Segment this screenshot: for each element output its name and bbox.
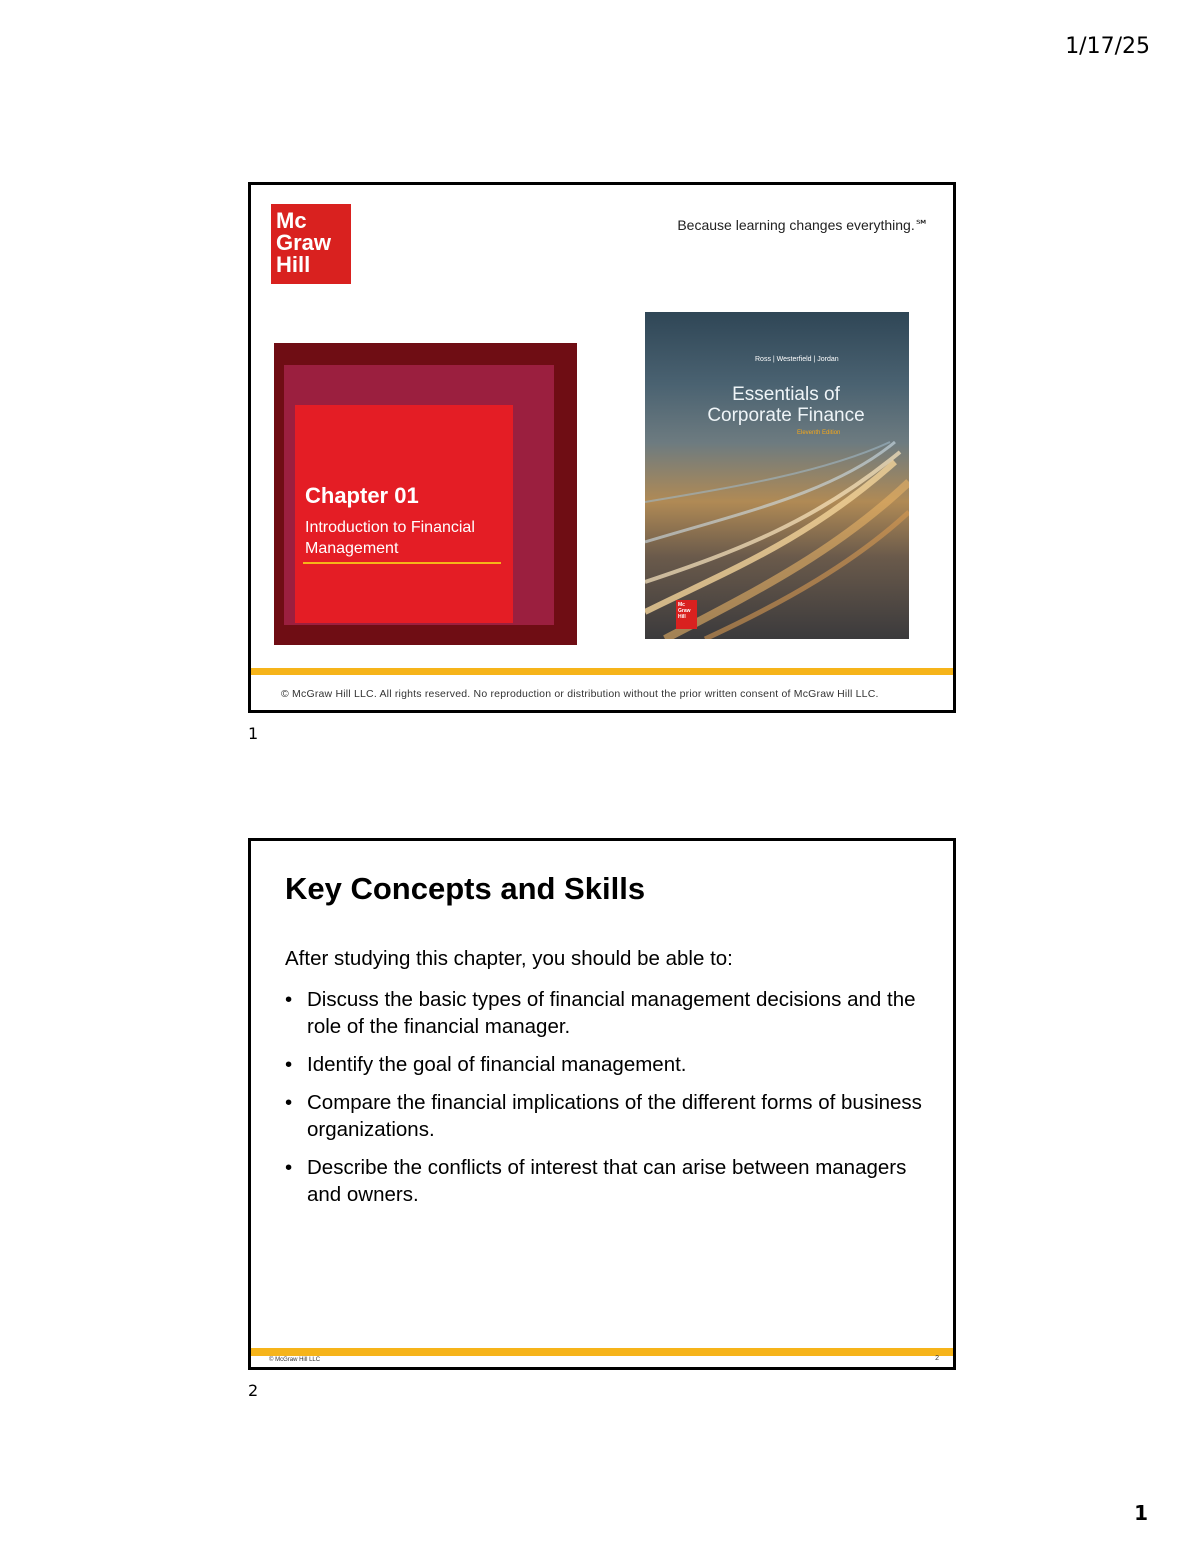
slide-footer-number: 2: [935, 1355, 939, 1362]
tagline: Because learning changes everything.℠: [677, 217, 929, 233]
list-item-text: Compare the financial implications of the different forms of business organizations.: [307, 1091, 922, 1141]
logo-line: Mc: [276, 208, 307, 233]
page-date: 1/17/25: [1065, 34, 1150, 59]
book-publisher-logo: Mc Graw Hill: [676, 600, 697, 629]
slide-1: [248, 182, 956, 713]
book-edition: Eleventh Edition: [797, 430, 841, 436]
mcgraw-hill-logo: [271, 204, 351, 284]
footer-bar: [251, 668, 953, 675]
chapter-underline: [303, 562, 501, 564]
chapter-frame-middle: [284, 365, 554, 625]
book-title: [681, 384, 891, 426]
logo-line: Hill: [276, 252, 311, 277]
book-title-line: Essentials of: [732, 384, 840, 405]
chapter-title: Chapter 01: [305, 483, 419, 508]
footer-bar: [251, 1348, 953, 1356]
list-item-text: Discuss the basic types of financial management decisions and the role of the financial manager.: [307, 988, 916, 1038]
bullet-icon: •: [285, 1091, 293, 1114]
book-authors: Ross | Westerfield | Jordan: [755, 356, 839, 363]
list-item: [285, 1154, 935, 1208]
page-number: 1: [1134, 1501, 1148, 1525]
chapter-subtitle: Introduction to Financial Management: [305, 519, 475, 557]
bullet-icon: •: [285, 1053, 293, 1076]
slide-intro: After studying this chapter, you should be able to:: [285, 947, 733, 970]
list-item: [285, 986, 935, 1040]
list-item-text: Describe the conflicts of interest that can arise between managers and owners.: [307, 1156, 907, 1206]
slide-2: [248, 838, 956, 1370]
learning-objectives-list: [285, 986, 935, 1219]
list-item: [285, 1051, 935, 1078]
copyright-footer: © McGraw Hill LLC. All rights reserved. No reproduction or distribution without the prior written consent of McGraw Hill LLC.: [281, 688, 879, 700]
copyright-footer: © McGraw Hill LLC: [269, 1357, 321, 1363]
slide-number-label: 1: [248, 724, 259, 743]
book-title-line: Corporate Finance: [707, 405, 865, 426]
logo-line: Graw: [276, 230, 332, 255]
chapter-card: [295, 405, 513, 623]
list-item: [285, 1089, 935, 1143]
slide-heading: Key Concepts and Skills: [285, 871, 646, 906]
book-cover-image: [645, 312, 909, 639]
bullet-icon: •: [285, 1156, 293, 1179]
slide-number-label: 2: [248, 1381, 259, 1400]
bullet-icon: •: [285, 988, 293, 1011]
chapter-frame-outer: [274, 343, 577, 645]
list-item-text: Identify the goal of financial management.: [307, 1053, 687, 1076]
